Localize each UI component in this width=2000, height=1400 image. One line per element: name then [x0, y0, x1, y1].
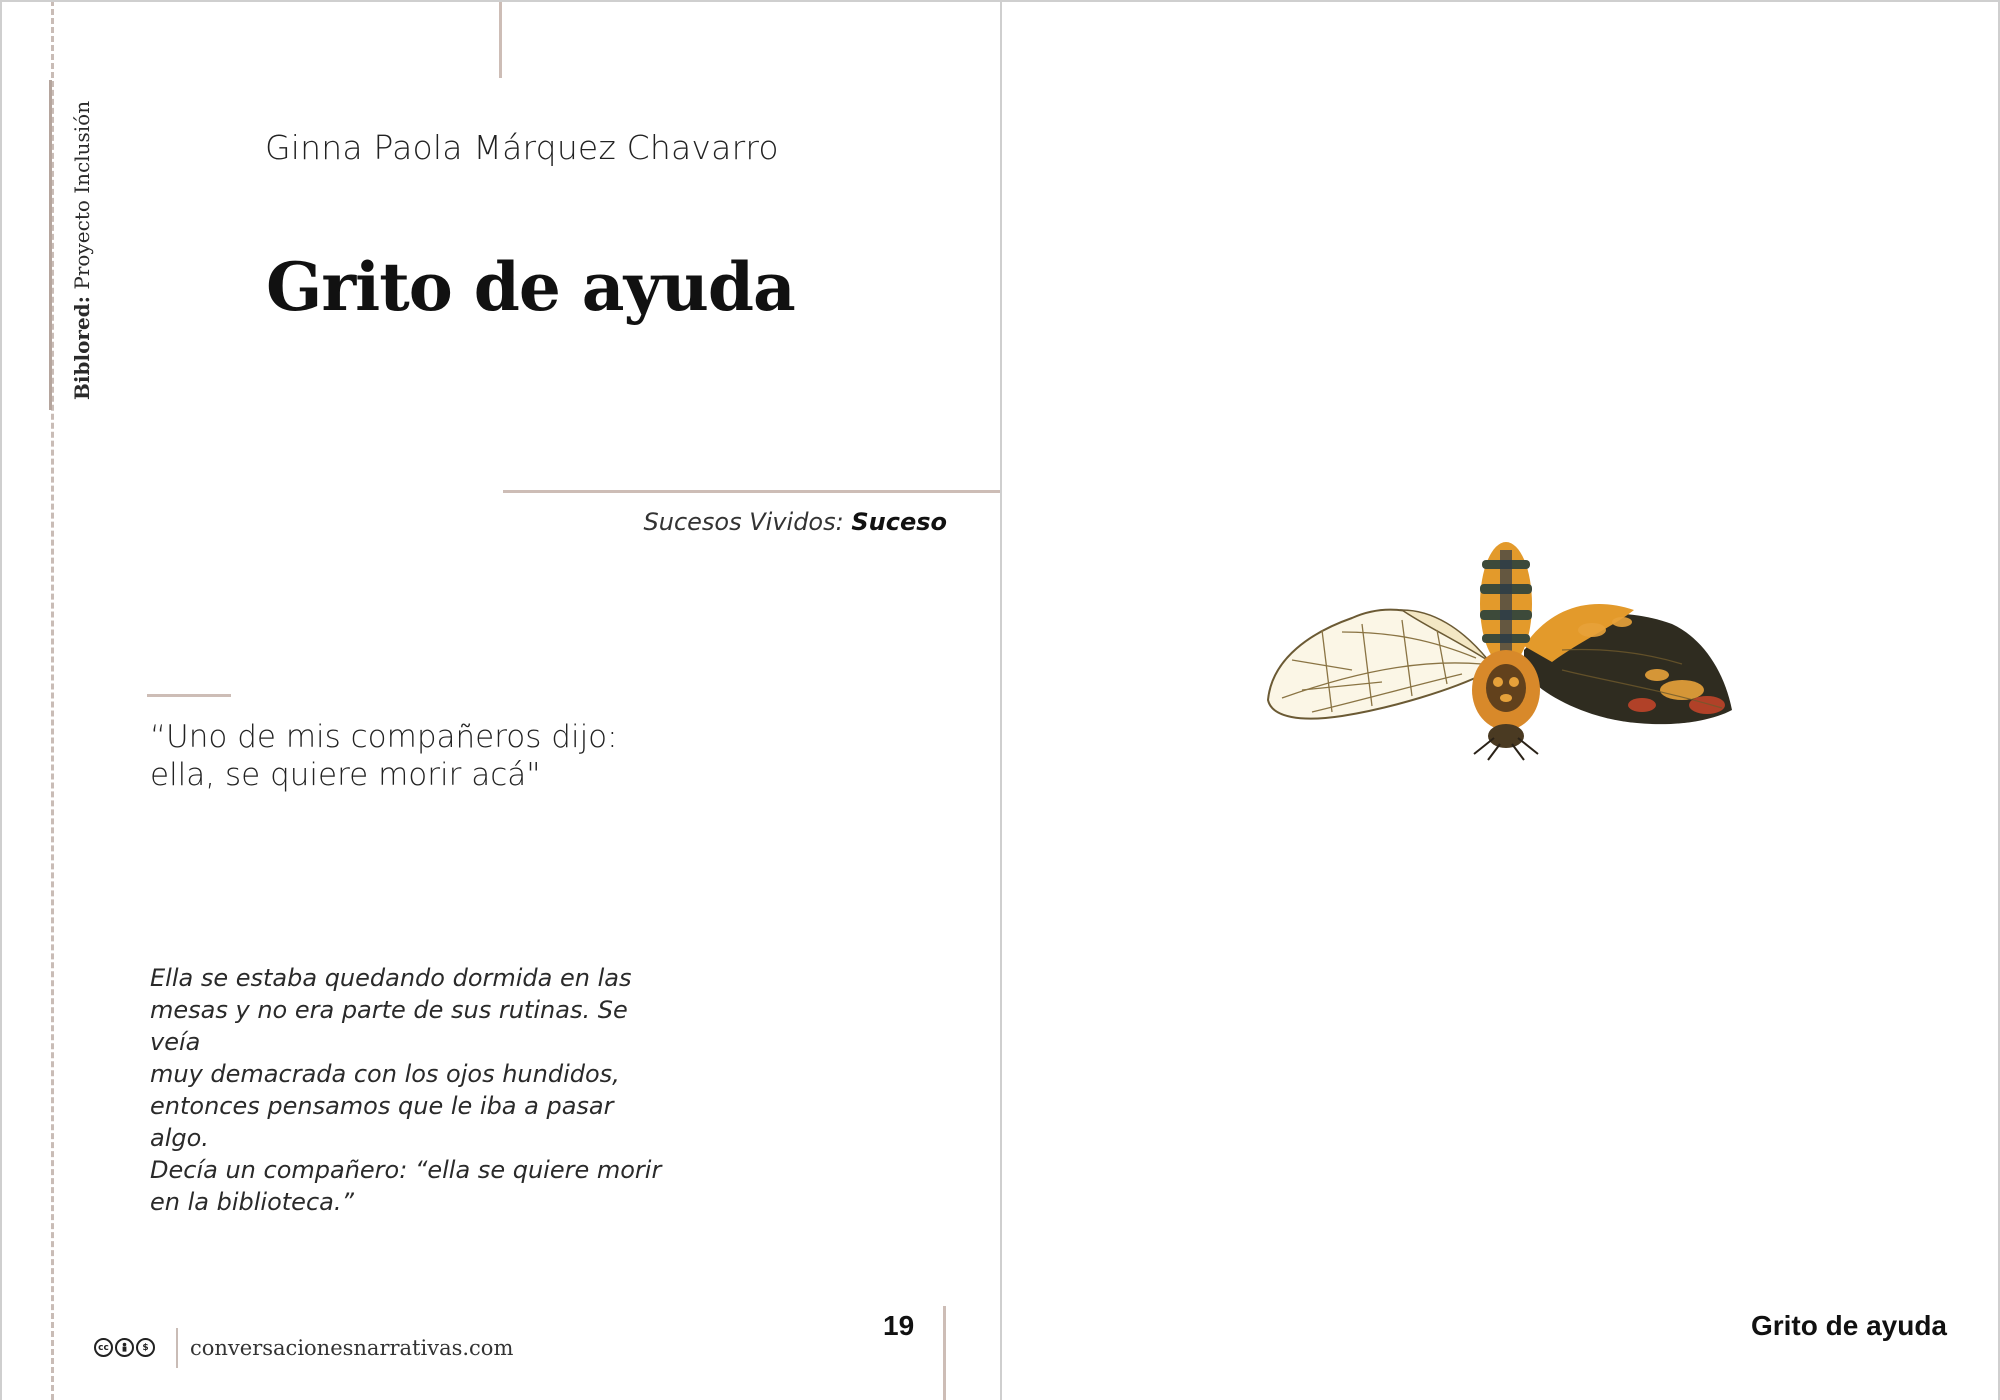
body-line: muy demacrada con los ojos hundidos,	[150, 1060, 620, 1088]
body-line: mesas y no era parte de sus rutinas. Se veía	[150, 996, 628, 1056]
section-value: Suceso	[851, 508, 947, 536]
title-divider-line	[503, 490, 1000, 493]
page-title: Grito de ayuda	[266, 248, 795, 326]
side-label-bold: Biblored:	[70, 295, 94, 400]
body-line: Ella se estaba quedando dormida en las	[150, 964, 632, 992]
cc-icon: cc	[94, 1338, 113, 1357]
page-number: 19	[883, 1310, 915, 1341]
running-title: Grito de ayuda	[1750, 1310, 1947, 1341]
by-icon	[115, 1338, 134, 1357]
body-line: entonces pensamos que le iba a pasar algo.	[150, 1092, 614, 1152]
footer-separator	[176, 1328, 178, 1368]
vertical-side-label	[70, 101, 94, 400]
body-paragraph	[150, 962, 670, 1218]
license-icons	[94, 1338, 155, 1357]
quote-line: ella, se quiere morir acá"	[150, 757, 541, 793]
pull-quote	[150, 718, 710, 794]
section-label: Sucesos Vividos:	[643, 508, 852, 536]
quote-line: “Uno de mis compañeros dijo:	[150, 719, 618, 755]
moth-illustration	[1262, 540, 1746, 762]
top-accent-line	[499, 0, 502, 78]
nc-icon: $	[136, 1338, 155, 1357]
frame-left	[0, 0, 2, 1400]
author-name: Ginna Paola Márquez Chavarro	[265, 128, 779, 167]
quote-accent-line	[147, 694, 231, 697]
body-line: en la biblioteca.”	[150, 1188, 354, 1216]
site-url: conversacionesnarrativas.com	[190, 1336, 514, 1360]
section-tag	[644, 508, 947, 536]
bottom-accent-line	[943, 1306, 946, 1400]
side-accent-bar	[49, 80, 52, 410]
body-line: Decía un compañero: “ella se quiere morir	[150, 1156, 662, 1184]
side-label-rest: Proyecto Inclusión	[70, 100, 94, 296]
